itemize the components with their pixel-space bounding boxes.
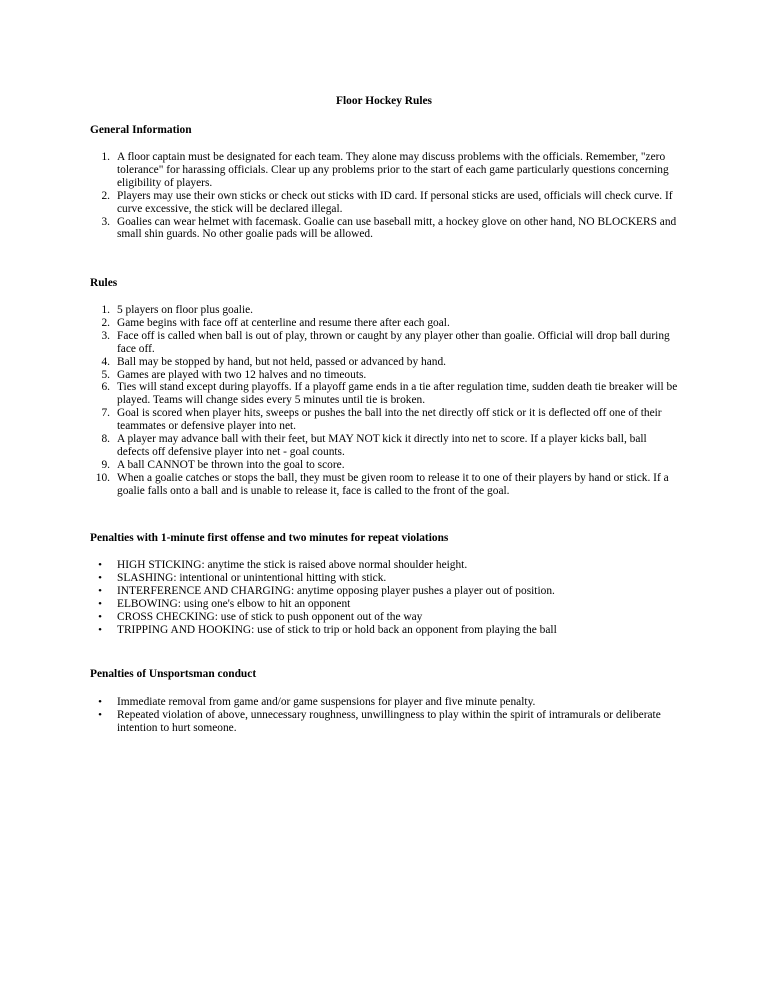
general-information-heading: General Information (90, 124, 192, 136)
list-item: • Repeated violation of above, unnecessary roughness, unwillingness to play within the spirit of intramurals or deliberate intention to hurt someone. (90, 709, 680, 735)
list-item: • TRIPPING AND HOOKING: use of stick to trip or hold back an opponent from playing the ball (90, 624, 680, 637)
document-title: Floor Hockey Rules (336, 95, 432, 107)
list-item: • HIGH STICKING: anytime the stick is raised above normal shoulder height. (90, 559, 680, 572)
list-item: • Immediate removal from game and/or game suspensions for player and five minute penalty. (90, 696, 680, 709)
bullet-icon: • (98, 597, 102, 610)
bullet-icon: • (98, 696, 102, 708)
unsportsman-list (90, 696, 680, 735)
list-item: 6. Ties will stand except during playoffs. If a playoff game ends in a tie after regulation time, sudden death tie breaker will be played. Teams will change sides every 5 minutes until tie is broken. (101, 381, 678, 407)
penalties-list (90, 559, 680, 636)
bullet-icon: • (98, 584, 102, 597)
list-item: 9. A ball CANNOT be thrown into the goal to score. (101, 458, 345, 471)
list-item: • ELBOWING: using one's elbow to hit an opponent (90, 598, 680, 611)
list-item: 3. Face off is called when ball is out of play, thrown or caught by any player other than goalie. Official will drop ball during face off. (101, 329, 670, 355)
bullet-icon: • (98, 559, 102, 571)
list-item: 2. Game begins with face off at centerline and resume there after each goal. (101, 316, 450, 329)
rules-list (90, 304, 680, 498)
bullet-icon: • (98, 571, 102, 584)
bullet-icon: • (98, 623, 102, 636)
penalties-heading: Penalties with 1-minute first offense and two minutes for repeat violations (90, 532, 449, 544)
list-item: 4. Ball may be stopped by hand, but not held, passed or advanced by hand. (101, 355, 446, 368)
list-item: 10. When a goalie catches or stops the ball, they must be given room to release it to one of their players by hand or stick. If a goalie falls onto a ball and is unable to release it, face is called to the front of the goal. (95, 471, 669, 497)
rules-heading: Rules (90, 277, 118, 289)
unsportsman-heading: Penalties of Unsportsman conduct (90, 668, 257, 680)
list-item: 7. Goal is scored when player hits, sweeps or pushes the ball into the net directly off stick or it is deflected off one of their teammates or defensive player into net. (101, 407, 662, 433)
list-item: • SLASHING: intentional or unintentional hitting with stick. (90, 572, 680, 585)
list-item: 1. A floor captain must be designated for each team. They alone may discuss problems with the officials. Remember, "zero tolerance" for harassing officials. Clear up any problems prior to the start of each game particularly questions concerning eligibility of players. (101, 151, 669, 189)
bullet-icon: • (98, 708, 102, 721)
list-item: 8. A player may advance ball with their feet, but MAY NOT kick it directly into net to score. If a player kicks ball, ball defects off defensive player into net - goal counts. (101, 433, 647, 458)
list-item: • INTERFERENCE AND CHARGING: anytime opposing player pushes a player out of position. (90, 585, 680, 598)
list-item: 2. Players may use their own sticks or check out sticks with ID card. If personal sticks are used, officials will check curve. If curve excessive, the stick will be declared illegal. (101, 189, 673, 215)
list-item: 3. Goalies can wear helmet with facemask. Goalie can use baseball mitt, a hockey glove on other hand, NO BLOCKERS and small shin guards. No other goalie pads will be allowed. (101, 215, 677, 241)
list-item: 1. 5 players on floor plus goalie. (101, 304, 254, 316)
bullet-icon: • (98, 610, 102, 623)
list-item: • CROSS CHECKING: use of stick to push opponent out of the way (90, 611, 680, 624)
general-information-list (90, 151, 680, 241)
list-item: 5. Games are played with two 12 halves and no timeouts. (101, 368, 367, 381)
